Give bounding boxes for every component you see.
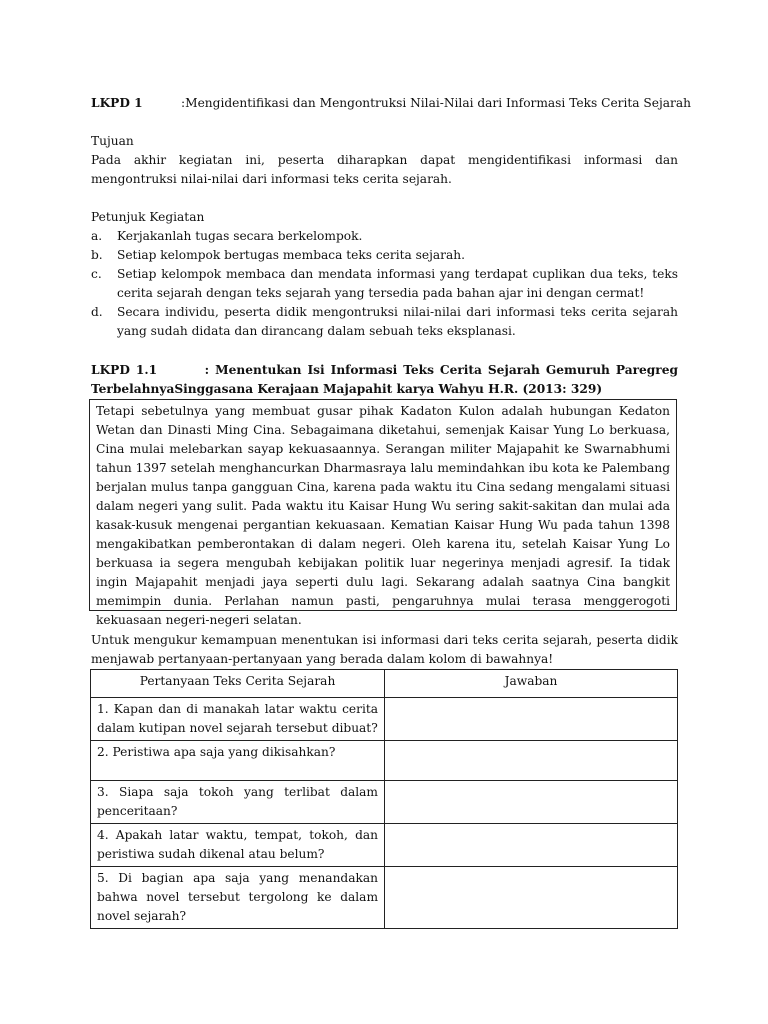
table-row <box>91 824 678 867</box>
table-row <box>91 698 678 741</box>
table-instruction: Untuk mengukur kemampuan menentukan isi informasi dari teks cerita sejarah, peserta didik menjawab pertanyaan-pertanyaan yang berada dalam kolom di bawahnya! <box>91 633 678 666</box>
list-marker: a. <box>91 229 103 243</box>
header-answer: Jawaban <box>385 670 678 698</box>
story-passage-box <box>89 399 677 627</box>
list-marker: b. <box>91 248 103 262</box>
lkpd-code: LKPD 1 <box>91 96 143 110</box>
document-title <box>91 94 691 113</box>
table-row <box>91 867 678 929</box>
list-marker: c. <box>91 267 102 281</box>
list-item <box>91 265 678 303</box>
list-text: Secara individu, peserta didik mengontruksi nilai-nilai dari informasi teks cerita sejarah yang sudah didata dan dirancang dalam sebuah teks eksplanasi. <box>117 305 678 338</box>
question-cell: 4. Apakah latar waktu, tempat, tokoh, dan peristiwa sudah dikenal atau belum? <box>91 824 385 867</box>
petunjuk-heading: Petunjuk Kegiatan <box>91 210 205 224</box>
list-text: Setiap kelompok bertugas membaca teks cerita sejarah. <box>117 248 465 262</box>
answer-cell[interactable] <box>385 698 678 741</box>
list-text: Setiap kelompok membaca dan mendata informasi yang terdapat cuplikan dua teks, teks cerita sejarah dengan teks sejarah yang tersedia pada bahan ajar ini dengan cermat! <box>117 267 678 300</box>
tujuan-text: Pada akhir kegiatan ini, peserta diharapkan dapat mengidentifikasi informasi dan mengontruksi nilai-nilai dari informasi teks cerita sejarah. <box>91 153 678 186</box>
answer-cell[interactable] <box>385 781 678 824</box>
petunjuk-list <box>91 227 678 341</box>
question-cell: 5. Di bagian apa saja yang menandakan bahwa novel tersebut tergolong ke dalam novel sejarah? <box>91 867 385 929</box>
list-item <box>91 303 678 341</box>
list-marker: d. <box>91 305 103 319</box>
list-item <box>91 227 678 246</box>
table-row <box>91 741 678 781</box>
tujuan-heading: Tujuan <box>91 134 134 148</box>
answer-cell[interactable] <box>385 741 678 781</box>
answer-cell[interactable] <box>385 824 678 867</box>
list-item <box>91 246 678 265</box>
story-passage-text: Tetapi sebetulnya yang membuat gusar pihak Kadaton Kulon adalah hubungan Kedaton Wetan dan Dinasti Ming Cina. Sebagaimana diketahui, semenjak Kaisar Yung Lo berkuasa, Cina mulai melebarkan sayap kekuasaannya. Serangan militer Majapahit ke Swarnabhumi tahun 1397 setelah menghancurkan Dharmasraya lalu memindahkan ibu kota ke Palembang berjalan mulus tanpa gangguan Cina, karena pada waktu itu Cina sedang mengalami situasi dalam negeri yang sulit. Pada waktu itu Kaisar Hung Wu sering sakit-sakitan dan mulai ada kasak-kusuk mengenai pergantian kekuasaan. Kematian Kaisar Hung Wu pada tahun 1398 mengakibatkan pemberontakan di dalam negeri. Oleh karena itu, setelah Kaisar Yung Lo berkuasa ia segera mengubah kebijakan politik luar negerinya menjadi agresif. Ia tidak ingin Majapahit menjadi jaya seperti dulu lagi. Sekarang adalah saatnya Cina bangkit memimpin dunia. Perlahan namun pasti, pengaruhnya mulai terasa menggerogoti kekuasaan negeri-negeri selatan. <box>96 404 670 627</box>
table-header-row <box>91 670 678 698</box>
lkpd-title: :Mengidentifikasi dan Mengontruksi Nilai-Nilai dari Informasi Teks Cerita Sejarah <box>181 96 691 110</box>
question-table <box>90 669 678 929</box>
question-cell: 2. Peristiwa apa saja yang dikisahkan? <box>91 741 385 781</box>
question-cell: 3. Siapa saja tokoh yang terlibat dalam penceritaan? <box>91 781 385 824</box>
answer-cell[interactable] <box>385 867 678 929</box>
list-text: Kerjakanlah tugas secara berkelompok. <box>117 229 363 243</box>
question-cell: 1. Kapan dan di manakah latar waktu cerita dalam kutipan novel sejarah tersebut dibuat? <box>91 698 385 741</box>
header-question: Pertanyaan Teks Cerita Sejarah <box>91 670 385 698</box>
lkpd11-heading: LKPD 1.1 : Menentukan Isi Informasi Teks Cerita Sejarah Gemuruh Paregreg TerbelahnyaSinggasana Kerajaan Majapahit karya Wahyu H.R. (2013: 329) <box>91 363 683 396</box>
table-row <box>91 781 678 824</box>
